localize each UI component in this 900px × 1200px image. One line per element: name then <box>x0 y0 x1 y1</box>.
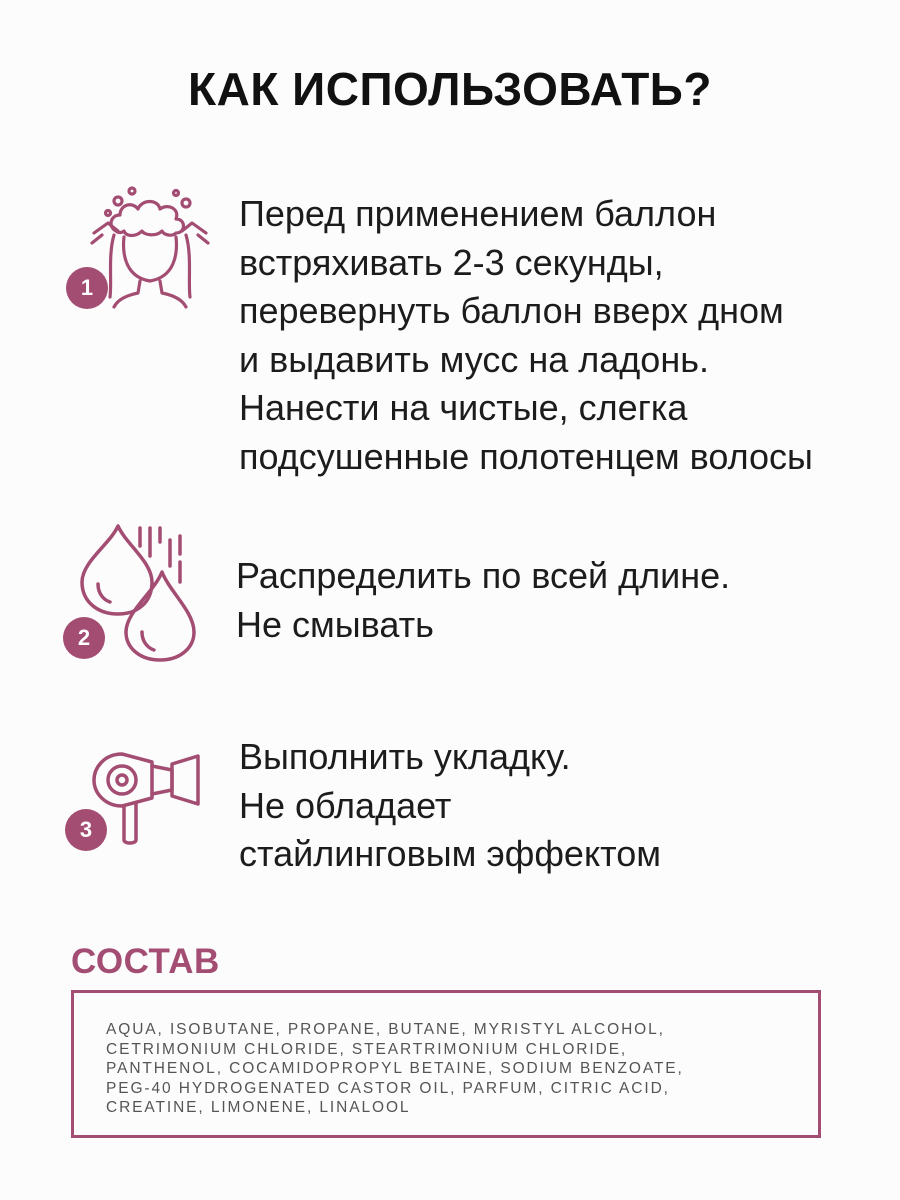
step-text-line: Не обладает <box>239 784 452 826</box>
step-text-line: Выполнить укладку. <box>239 736 571 777</box>
composition-line: PEG-40 HYDROGENATED CASTOR OIL, PARFUM, CITRIC ACID, <box>106 1079 670 1097</box>
step-2-text <box>236 552 730 649</box>
step-text-line: Нанести на чистые, слегка <box>239 387 688 428</box>
composition-title: СОСТАВ <box>71 942 220 981</box>
composition-text <box>106 1020 684 1118</box>
step-1-text <box>239 190 813 481</box>
step-text-line: Перед применением баллон <box>239 193 717 234</box>
step-text-line: Распределить по всей длине. <box>236 555 731 596</box>
step-text-line: стайлинговым эффектом <box>239 833 661 874</box>
composition-line: PANTHENOL, COCAMIDOPROPYL BETAINE, SODIUM BENZOATE, <box>106 1060 684 1077</box>
composition-box <box>71 990 821 1138</box>
composition-line: CREATINE, LIMONENE, LINALOOL <box>106 1099 411 1116</box>
hair-dryer-icon <box>92 748 202 848</box>
step-text-line: перевернуть баллон вверх дном <box>239 290 784 331</box>
step-text-line: Не смывать <box>236 603 434 645</box>
step-number-badge: 1 <box>66 267 108 309</box>
composition-line: AQUA, ISOBUTANE, PROPANE, BUTANE, MYRISTYL ALCOHOL, <box>106 1021 665 1038</box>
page-title: КАК ИСПОЛЬЗОВАТЬ? <box>188 63 712 115</box>
composition-line: CETRIMONIUM CHLORIDE, STEARTRIMONIUM CHLORIDE, <box>106 1040 628 1058</box>
step-text-line: подсушенные полотенцем волосы <box>239 435 813 477</box>
step-text-line: встряхивать 2-3 секунды, <box>239 241 664 283</box>
step-number-badge: 3 <box>65 809 107 851</box>
step-number-badge: 2 <box>63 617 105 659</box>
step-text-line: и выдавить мусс на ладонь. <box>239 338 709 380</box>
step-3-text <box>239 733 661 879</box>
